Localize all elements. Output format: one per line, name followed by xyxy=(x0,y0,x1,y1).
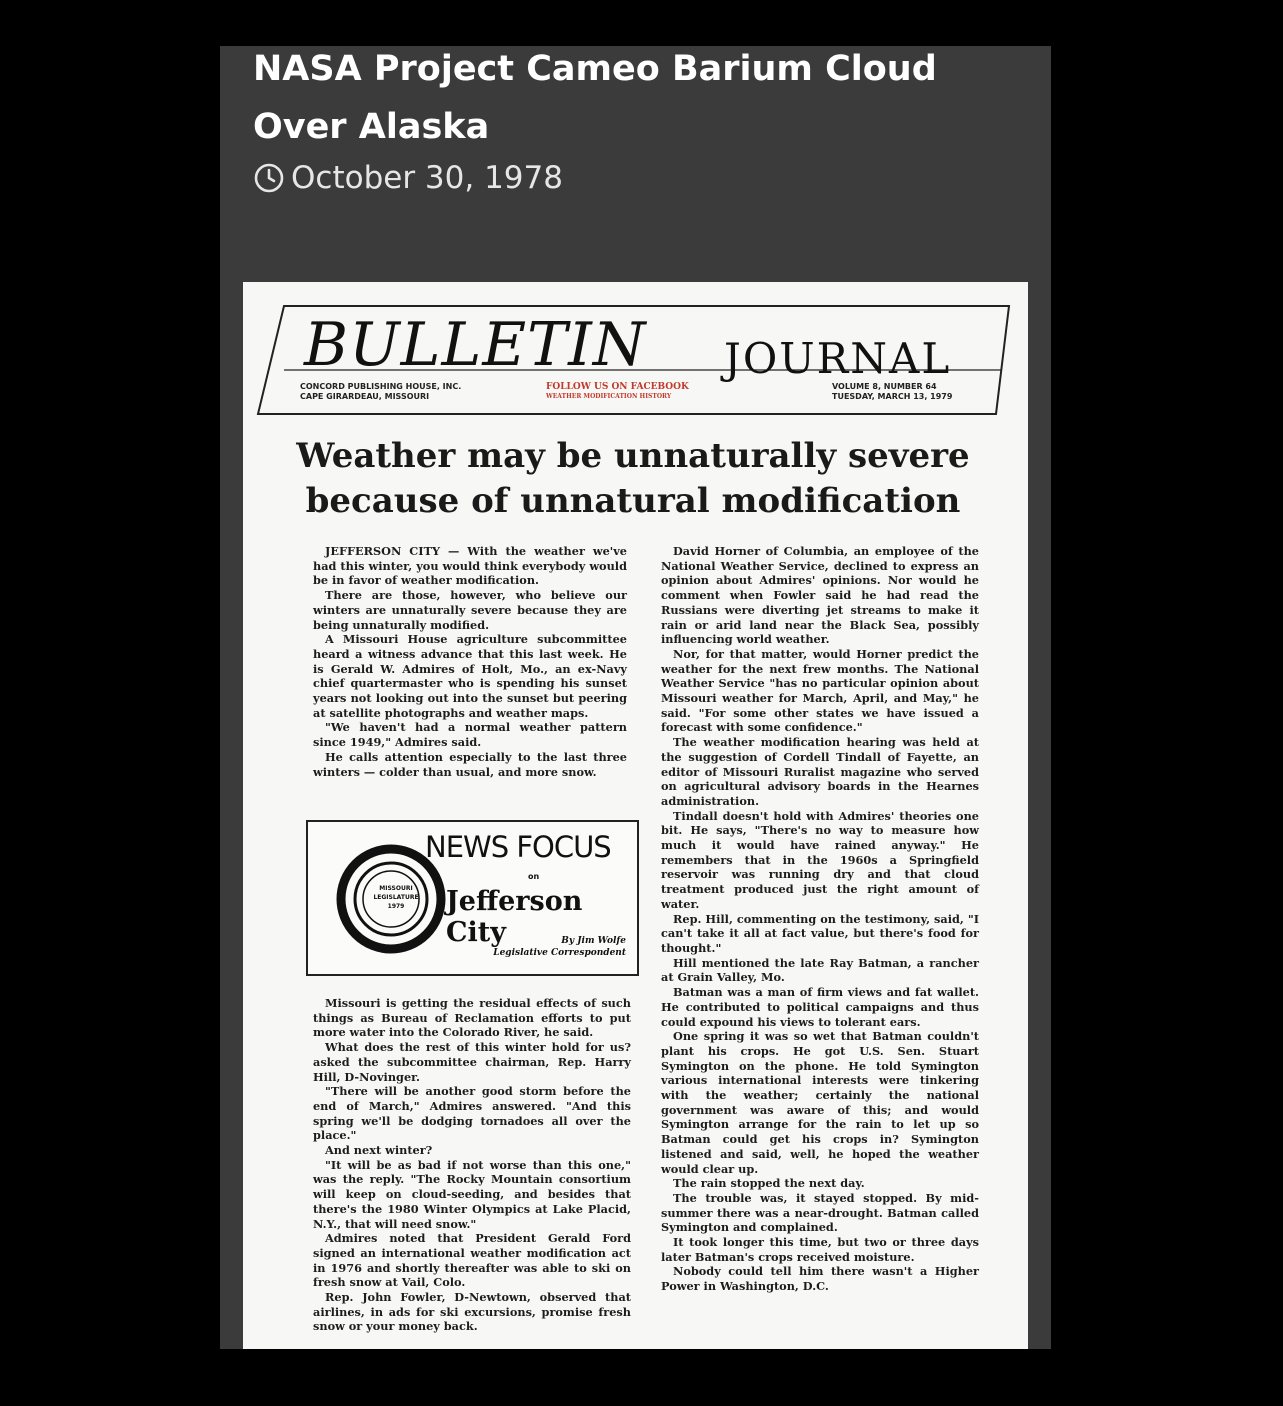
clock-icon xyxy=(253,162,285,194)
newspaper-clipping-image[interactable] xyxy=(243,282,1028,1349)
promo-line1: FOLLOW US ON FACEBOOK xyxy=(546,382,689,392)
right-column xyxy=(661,544,979,1294)
news-focus-title: NEWS FOCUS xyxy=(425,830,611,864)
article-paragraph: The rain stopped the next day. xyxy=(673,1176,865,1191)
post-title[interactable]: NASA Project Cameo Barium Cloud Over Alaska xyxy=(253,49,937,147)
news-focus-box xyxy=(306,820,639,976)
article-paragraph: Nor, for that matter, would Horner predict the weather for the next frew months. The National Weather Service "has no particular opinion about Missouri weather for March, April, and May," he said. "For some other states we have issued a forecast with some confidence." xyxy=(661,646,979,735)
article-paragraph: "There will be another good storm before the end of March," Admires answered. "And this spring we'll be dodging tornadoes all over the place." xyxy=(313,1084,631,1143)
byline xyxy=(458,935,626,959)
publisher-line1: CONCORD PUBLISHING HOUSE, INC. xyxy=(300,382,462,391)
post-date xyxy=(253,158,563,198)
article-paragraph: The trouble was, it stayed stopped. By mid-summer there was a near-drought. Batman called Symington and complained. xyxy=(661,1190,979,1235)
article-card xyxy=(220,46,1051,1349)
article-paragraph: Missouri is getting the residual effects of such things as Bureau of Reclamation efforts to put more water into the Colorado River, he said. xyxy=(313,996,631,1040)
article-paragraph: Admires noted that President Gerald Ford signed an international weather modification act in 1976 and shortly thereafter was able to ski on fresh snow at Vail, Colo. xyxy=(313,1231,631,1290)
article-paragraph: "We haven't had a normal weather pattern since 1949," Admires said. xyxy=(313,720,627,750)
headline: Weather may be unnaturally severe because of unnatural modification xyxy=(296,436,970,521)
news-focus-city: Jefferson City xyxy=(446,886,583,948)
publisher-line2: CAPE GIRARDEAU, MISSOURI xyxy=(300,392,430,401)
masthead-volume xyxy=(832,382,952,402)
article-paragraph: What does the rest of this winter hold for us? asked the subcommittee chairman, Rep. Harry Hill, D-Novinger. xyxy=(313,1040,631,1084)
article-paragraph: JEFFERSON CITY — With the weather we've had this winter, you would think everybody would be in favor of weather modification. xyxy=(313,544,627,588)
byline-role: Legislative Correspondent xyxy=(493,948,626,958)
article-paragraph: Batman was a man of firm views and fat wallet. He contributed to political campaigns and thus could expound his views to tolerant ears. xyxy=(661,985,979,1029)
news-focus-on: on xyxy=(528,872,540,881)
article-paragraph: There are those, however, who believe our winters are unnaturally severe because they are being unnaturally modified. xyxy=(313,588,627,632)
article-paragraph: One spring it was so wet that Batman couldn't plant his crops. He got U.S. Sen. Stuart Symington on the phone. He told Symington various international interests were tinkering with the weather; certainly the national government was aware of this; and would Symington arrange for the rain to let up so Batman could get his crops in? Symington listened and said, well, he hoped the weather would clear up. xyxy=(661,1029,979,1176)
article-paragraph: Hill mentioned the late Ray Batman, a rancher at Grain Valley, Mo. xyxy=(661,955,979,985)
left-column-top xyxy=(313,544,627,779)
article-paragraph: Nobody could tell him there wasn't a Higher Power in Washington, D.C. xyxy=(661,1264,979,1294)
promo-line2: WEATHER MODIFICATION HISTORY xyxy=(546,393,672,400)
article-paragraph: "It will be as bad if not worse than this one," was the reply. "The Rocky Mountain consortium will keep on cloud-seeding, and besides that there's the 1980 Winter Olympics at Lake Placid, N.Y., that will need snow." xyxy=(313,1157,631,1231)
article-paragraph: He calls attention especially to the last three winters — colder than usual, and more snow. xyxy=(313,749,627,779)
masthead-publisher xyxy=(300,382,461,402)
article-paragraph: A Missouri House agriculture subcommittee heard a witness advance that this last week. He is Gerald W. Admires of Holt, Mo., an ex-Navy chief quartermaster who is spending his sunset years not looking out into the sunset but peering at satellite photographs and weather maps. xyxy=(313,632,627,720)
article-paragraph: Rep. Hill, commenting on the testimony, said, "I can't take it all at fact value, but there's food for thought." xyxy=(661,911,979,955)
article-paragraph: David Horner of Columbia, an employee of the National Weather Service, declined to express an opinion about Admires' opinions. Nor would he comment when Fowler said he had read the Russians were diverting jet streams to make it rain or arid land near the Black Sea, possibly influencing world weather. xyxy=(661,544,979,647)
article-paragraph: Tindall doesn't hold with Admires' theories one bit. He says, "There's no way to measure how much it would have rained anyway." He remembers that in the 1960s a Springfield reservoir was running dry and that cloud treatment produced just the right amount of water. xyxy=(661,808,979,911)
issue-date-line: TUESDAY, MARCH 13, 1979 xyxy=(832,392,953,401)
article-paragraph: Rep. John Fowler, D-Newtown, observed that airlines, in ads for ski excursions, promise fresh snow or your money back. xyxy=(313,1290,631,1334)
masthead-journal: JOURNAL xyxy=(724,334,952,383)
post-date-text: October 30, 1978 xyxy=(291,160,563,196)
article-paragraph: The weather modification hearing was held at the suggestion of Cordell Tindall of Fayette, an editor of Missouri Ruralist magazine who served on agricultural advisory boards in the Hearnes administration. xyxy=(661,735,979,808)
byline-name: By Jim Wolfe xyxy=(561,936,626,946)
masthead-bulletin: BULLETIN xyxy=(304,310,647,380)
masthead xyxy=(254,304,1014,416)
seal-text: MISSOURI LEGISLATURE 1979 xyxy=(373,885,419,910)
masthead-promo xyxy=(546,382,689,402)
left-column-bottom xyxy=(313,996,631,1334)
article-paragraph: It took longer this time, but two or three days later Batman's crops received moisture. xyxy=(661,1235,979,1264)
article-paragraph: And next winter? xyxy=(325,1143,433,1158)
volume-line: VOLUME 8, NUMBER 64 xyxy=(832,382,937,391)
